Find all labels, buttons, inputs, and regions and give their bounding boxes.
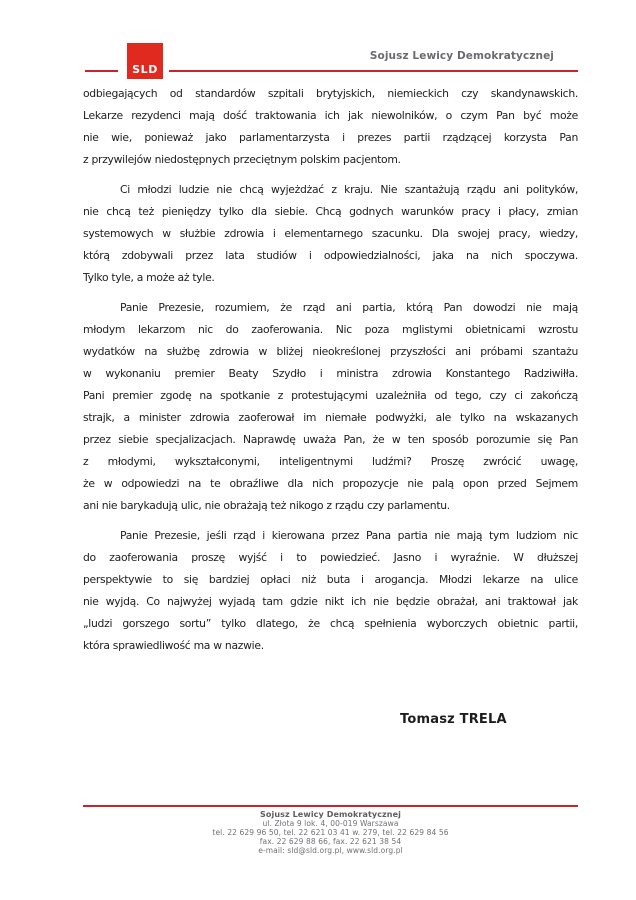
letter-line: nie chcą też pieniędzy tylko dla siebie. Chcą godnych warunków pracy i płacy, zmian — [83, 205, 578, 218]
footer-org-name: Sojusz Lewicy Demokratycznej — [260, 810, 401, 819]
header-org-name: Sojusz Lewicy Demokratycznej — [369, 50, 554, 62]
footer-email-web: e-mail: sld@sld.org.pl, www.sld.org.pl — [258, 846, 403, 855]
letter-line: z młodymi, wykształconymi, inteligentnymi ludźmi? Proszę zwrócić uwagę, — [83, 455, 578, 468]
letter-line: w wykonaniu premier Beaty Szydło i ministra zdrowia Konstantego Radziwiłła. — [83, 367, 578, 380]
letter-line: Pani premier zgodę na spotkanie z protestującymi uzależniła od tego, czy ci zakończą — [83, 389, 578, 402]
letter-line: strajk, a minister zdrowia zaoferował im niemałe podwyżki, ale tylko na wskazanych — [83, 411, 578, 424]
letter-line: Lekarze rezydenci mają dość traktowania ich jak niewolników, o czym Pan być może — [83, 109, 578, 122]
letter-line: Panie Prezesie, jeśli rząd i kierowana przez Pana partia nie mają tym ludziom nic — [120, 529, 578, 542]
letter-line: nie wyjdą. Co najwyżej wyjadą tam gdzie nikt ich nie będzie obrażał, ani traktował jak — [83, 595, 578, 608]
letter-line: „ludzi gorszego sortu” tylko dlatego, że chcą spełnienia wyborczych obietnic partii, — [83, 617, 578, 630]
letter-line: wydatków na służbę zdrowia w bliżej nieokreślonej przyszłości ani próbami szantażu — [83, 345, 578, 358]
letter-line: Tylko tyle, a może aż tyle. — [83, 271, 215, 284]
footer-phones: tel. 22 629 96 50, tel. 22 621 03 41 w. 279, tel. 22 629 84 56 — [212, 828, 449, 837]
letter-line: odbiegających od standardów szpitali brytyjskich, niemieckich czy skandynawskich. — [83, 87, 578, 100]
footer-address: ul. Złota 9 lok. 4, 00-019 Warszawa — [262, 819, 399, 828]
footer-rule — [83, 805, 578, 807]
letter-line: z przywilejów niedostępnych przeciętnym polskim pacjentom. — [83, 153, 401, 166]
letter-line: Ci młodzi ludzie nie chcą wyjeżdżać z kraju. Nie szantażują rządu ani polityków, — [120, 183, 578, 196]
letter-line: która sprawiedliwość ma w nazwie. — [83, 639, 264, 652]
header-rule — [169, 70, 578, 72]
letter-line: Panie Prezesie, rozumiem, że rząd ani partia, którą Pan dowodzi nie mają — [120, 301, 578, 314]
paragraph — [83, 179, 578, 289]
letter-line: systemowych w służbie zdrowia i elementarnego szacunku. Dla swojej pracy, wiedzy, — [83, 227, 578, 240]
letter-line: perspektywie to się bardziej opłaci niż buta i arogancja. Młodzi lekarze na ulice — [83, 573, 578, 586]
sld-logo-text: SLD — [132, 63, 158, 76]
letter-line: nie wie, ponieważ jako parlamentarzysta i prezes partii rządzącej korzysta Pan — [83, 131, 578, 144]
letter-line: przez siebie specjalizacjach. Naprawdę uważa Pan, że w ten sposób porozumie się Pan — [83, 433, 578, 446]
letter-line: ani nie barykadują ulic, nie obrażają też nikogo z rządu czy parlamentu. — [83, 499, 450, 512]
letter-body — [83, 83, 578, 657]
paragraph — [83, 297, 578, 517]
letter-line: że w odpowiedzi na te obraźliwe dla nich propozycje nie palą opon przed Sejmem — [83, 477, 578, 490]
footer — [83, 810, 578, 855]
sld-logo — [127, 43, 163, 79]
paragraph — [83, 525, 578, 657]
paragraph — [83, 83, 578, 171]
signature-name: Tomasz TRELA — [400, 712, 507, 727]
letter-line: do zaoferowania proszę wyjść i to powiedzieć. Jasno i wyraźnie. W dłuższej — [83, 551, 578, 564]
footer-faxes: fax. 22 629 88 66, fax. 22 621 38 54 — [259, 837, 402, 846]
letter-line: którą zdobywali przez lata studiów i odpowiedzialności, jaka na nich spoczywa. — [83, 249, 578, 262]
letter-line: młodym lekarzom nic do zaoferowania. Nic poza mglistymi obietnicami wzrostu — [83, 323, 578, 336]
header-rule-left — [85, 70, 118, 72]
